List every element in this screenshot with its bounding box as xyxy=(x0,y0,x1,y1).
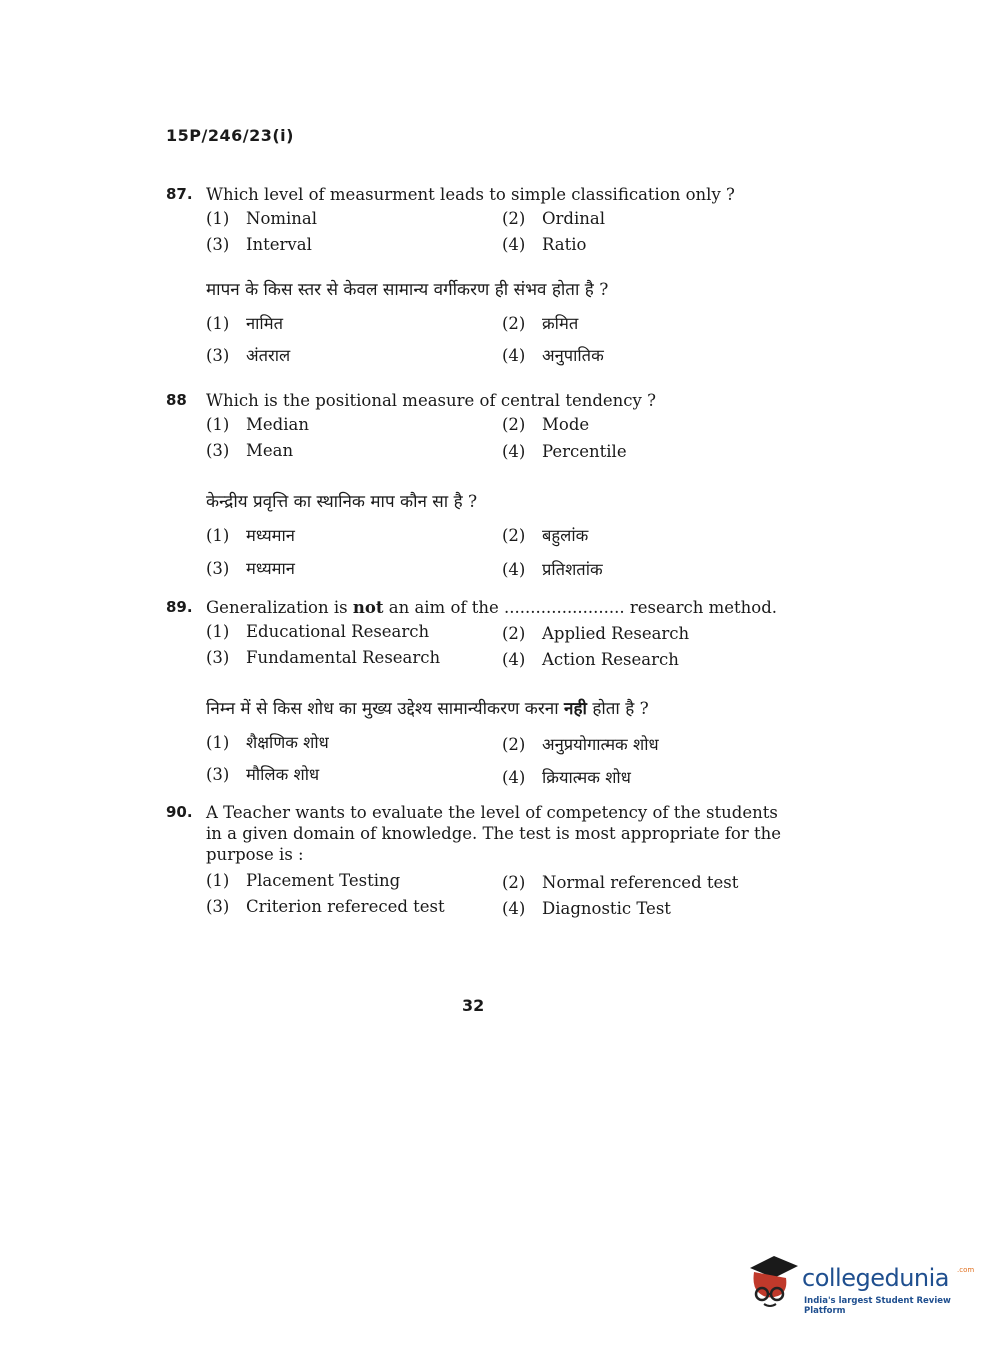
question-number: 88 xyxy=(166,391,187,409)
option: (2) Applied Research xyxy=(502,624,690,643)
question-89 xyxy=(166,597,806,790)
option: (1) Median xyxy=(206,415,309,434)
option: (1) मध्यमान xyxy=(206,526,295,545)
options-en xyxy=(206,618,806,674)
options-en xyxy=(206,205,806,259)
options-en xyxy=(206,865,826,921)
question-88 xyxy=(166,390,806,583)
option: (3) Fundamental Research xyxy=(206,648,441,667)
question-text-line: A Teacher wants to evaluate the level of competency of the students xyxy=(206,803,778,822)
options-en xyxy=(206,411,806,467)
question-90 xyxy=(166,802,826,921)
mascot-icon xyxy=(744,1250,800,1310)
question-87 xyxy=(166,184,806,371)
options-hi xyxy=(206,513,806,583)
brand-name: collegedunia xyxy=(802,1264,950,1292)
option: (1) Nominal xyxy=(206,209,318,228)
option: (4) Diagnostic Test xyxy=(502,899,671,918)
option: (3) अंतराल xyxy=(206,346,291,365)
question-number: 89. xyxy=(166,598,193,616)
option: (2) क्रमित xyxy=(502,314,579,333)
option: (3) Mean xyxy=(206,441,294,460)
question-text-en: Which is the positional measure of central tendency ? xyxy=(206,391,656,410)
question-text-line: purpose is : xyxy=(206,845,304,864)
option: (2) बहुलांक xyxy=(502,526,589,545)
option: (2) Mode xyxy=(502,415,590,434)
option: (1) शैक्षणिक शोध xyxy=(206,733,329,752)
option: (4) अनुपातिक xyxy=(502,346,604,365)
question-text-hi: मापन के किस स्तर से केवल सामान्य वर्गीकरण ही संभव होता है ? xyxy=(206,280,609,300)
option: (4) Ratio xyxy=(502,235,587,254)
option: (4) क्रियात्मक शोध xyxy=(502,768,631,787)
paper-code: 15P/246/23(i) xyxy=(166,126,294,145)
option: (2) अनुप्रयोगात्मक शोध xyxy=(502,735,659,754)
option: (2) Ordinal xyxy=(502,209,605,228)
option: (1) Educational Research xyxy=(206,622,430,641)
brand-dotcom: .com xyxy=(957,1266,975,1274)
option: (4) प्रतिशतांक xyxy=(502,560,603,579)
question-number: 90. xyxy=(166,803,193,821)
question-text-en: Generalization is not an aim of the ....................... research method. xyxy=(206,598,778,617)
brand-tagline: India's largest Student Review Platform xyxy=(804,1296,951,1316)
option: (3) Criterion refereced test xyxy=(206,897,445,916)
option: (1) Placement Testing xyxy=(206,871,401,890)
options-hi xyxy=(206,720,806,790)
question-text-line: in a given domain of knowledge. The test is most appropriate for the xyxy=(206,824,782,843)
option: (2) Normal referenced test xyxy=(502,873,739,892)
option: (1) नामित xyxy=(206,314,283,333)
option: (3) मध्यमान xyxy=(206,559,295,578)
question-text-en: Which level of measurment leads to simple classification only ? xyxy=(206,185,735,204)
question-number: 87. xyxy=(166,185,193,203)
option: (4) Action Research xyxy=(502,650,679,669)
collegedunia-watermark xyxy=(744,1250,974,1314)
question-text-hi: निम्न में से किस शोध का मुख्य उद्देश्य सामान्यीकरण करना नही होता है ? xyxy=(206,699,649,719)
option: (3) मौलिक शोध xyxy=(206,765,320,784)
option: (3) Interval xyxy=(206,235,312,254)
page-number: 32 xyxy=(462,996,485,1015)
options-hi xyxy=(206,301,806,371)
option: (4) Percentile xyxy=(502,442,627,461)
question-text-hi: केन्द्रीय प्रवृत्ति का स्थानिक माप कौन सा है ? xyxy=(206,492,478,512)
